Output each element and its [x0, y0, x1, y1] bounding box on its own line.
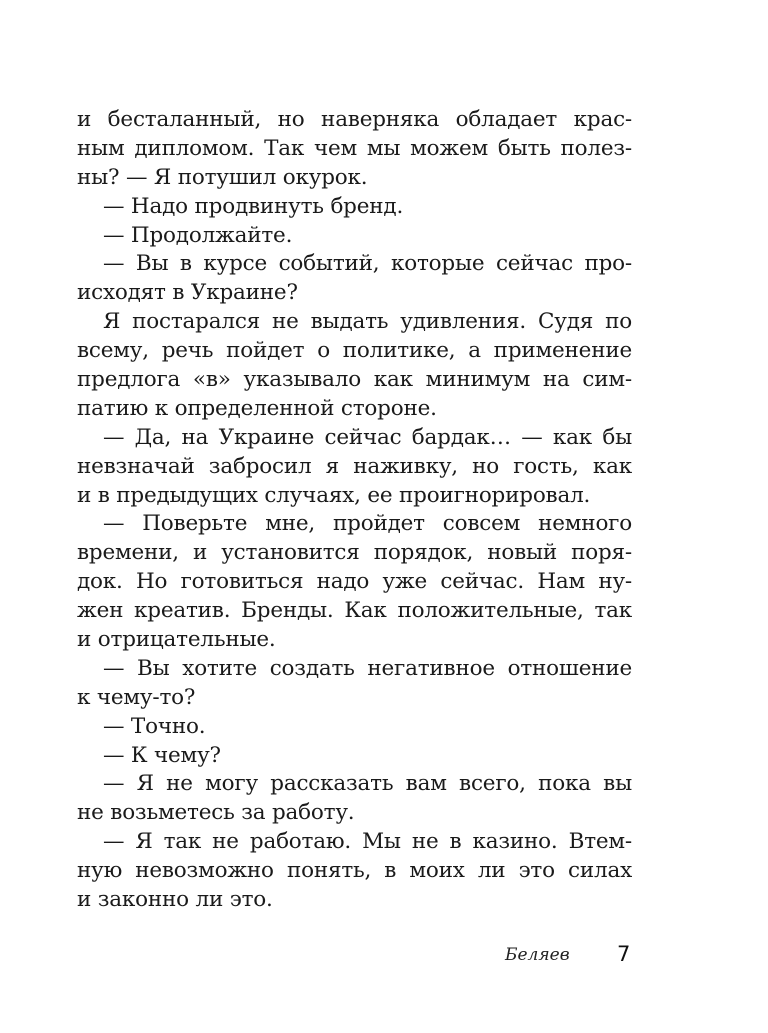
text-line: и законно ли это. — [77, 887, 273, 913]
text-line: ную невозможно понять, в моих ли это силах — [77, 858, 632, 884]
text-line: ным дипломом. Так чем мы можем быть полез- — [77, 135, 632, 161]
text-line: исходят в Украине? — [77, 280, 298, 306]
page-footer — [0, 942, 768, 972]
text-line: — Я не могу рассказать вам всего, пока вы — [103, 771, 632, 797]
text-line: и бесталанный, но наверняка обладает крас- — [77, 107, 632, 132]
running-footer-author: Беляев — [505, 945, 570, 965]
page-number: 7 — [617, 942, 631, 966]
text-line: — Я так не работаю. Мы не в казино. Втем- — [103, 829, 632, 855]
text-line: времени, и установится порядок, новый поря- — [77, 540, 632, 566]
text-line: предлога «в» указывало как минимум на сим- — [77, 367, 632, 393]
text-line: и отрицательные. — [77, 627, 276, 653]
text-line: — Вы в курсе событий, которые сейчас про- — [103, 251, 632, 277]
text-line: — К чему? — [103, 742, 221, 768]
text-line: невзначай забросил я наживку, но гость, как — [77, 453, 632, 479]
text-line: всему, речь пойдет о политике, а применение — [77, 338, 632, 364]
text-line: Я постарался не выдать удивления. Судя по — [103, 309, 632, 335]
text-line: — Да, на Украине сейчас бардак… — как бы — [103, 424, 632, 450]
text-line: к чему-то? — [77, 684, 196, 710]
text-line: не возьметесь за работу. — [77, 800, 355, 826]
text-line: — Надо продвинуть бренд. — [103, 193, 404, 219]
text-line: ны? — Я потушил окурок. — [77, 164, 368, 190]
text-line: док. Но готовиться надо уже сейчас. Нам ну- — [77, 569, 632, 595]
text-line: жен креатив. Бренды. Как положительные, так — [77, 598, 632, 624]
text-line: и в предыдущих случаях, ее проигнорировал. — [77, 482, 591, 508]
text-line: — Продолжайте. — [103, 222, 293, 248]
text-line: — Поверьте мне, пройдет совсем немного — [103, 511, 632, 537]
text-line: патию к определенной стороне. — [77, 395, 437, 421]
page-body-text — [77, 106, 632, 915]
text-line: — Вы хотите создать негативное отношение — [103, 655, 632, 681]
text-line: — Точно. — [103, 713, 206, 739]
